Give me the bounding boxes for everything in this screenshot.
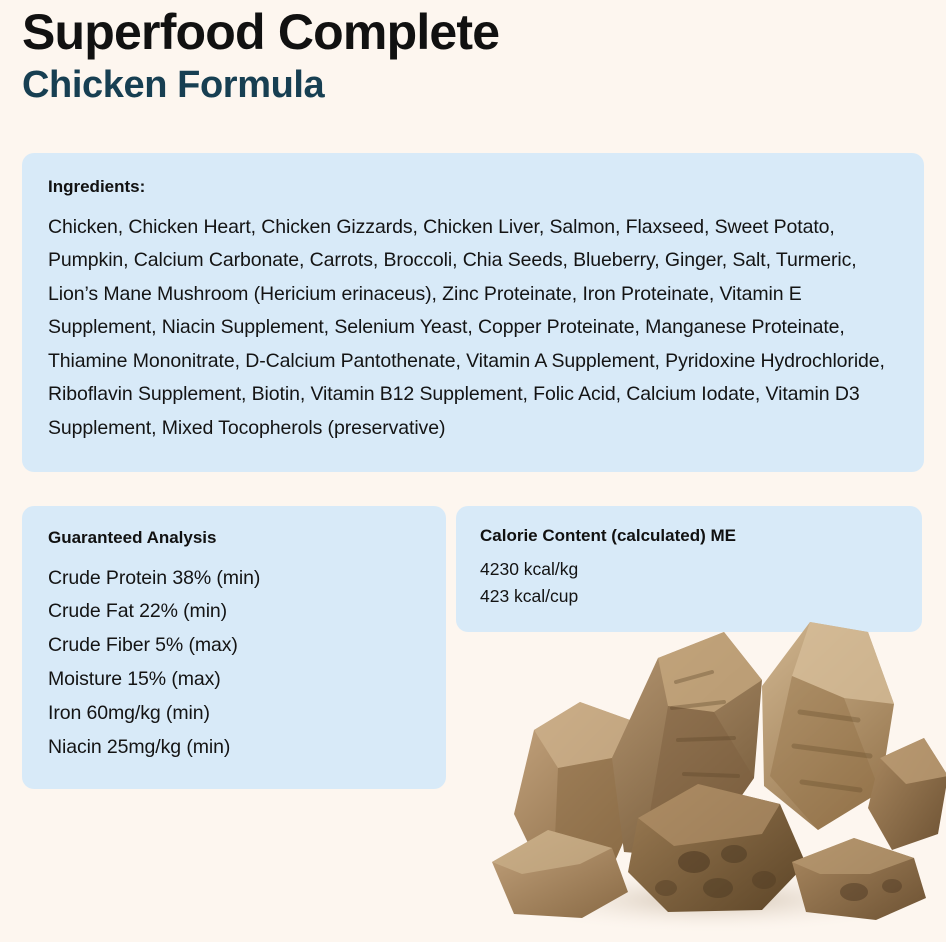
calorie-per-kg: 4230 kcal/kg — [480, 558, 579, 579]
calorie-per-cup: 423 kcal/cup — [480, 585, 579, 606]
page-title: Superfood Complete — [22, 4, 500, 60]
list-item: Crude Fiber 5% (max) — [48, 634, 238, 657]
guaranteed-analysis-heading: Guaranteed Analysis — [48, 527, 217, 547]
ingredients-panel — [22, 153, 924, 472]
list-item: Iron 60mg/kg (min) — [48, 702, 210, 725]
guaranteed-analysis-list — [48, 562, 420, 766]
lower-row — [22, 506, 924, 836]
ingredients-heading: Ingredients: — [48, 176, 146, 196]
page-subtitle: Chicken Formula — [22, 64, 325, 106]
calorie-content-heading: Calorie Content (calculated) ME — [480, 525, 736, 545]
list-item: Crude Fat 22% (min) — [48, 600, 228, 623]
list-item: Crude Protein 38% (min) — [48, 566, 261, 589]
guaranteed-analysis-panel — [22, 506, 446, 790]
list-item: Moisture 15% (max) — [48, 668, 221, 691]
header — [22, 0, 924, 107]
ingredients-text: Chicken, Chicken Heart, Chicken Gizzards, Chicken Liver, Salmon, Flaxseed, Sweet Potato, Pumpkin, Calcium Carbonate, Carrots, Broccoli, Chia Seeds, Blueberry, Ginger, Salt, Turmeric, Lion’s Mane Mushroom (Hericium erinaceus), Zinc Proteinate, Iron Proteinate, Vitamin E Supplement, Niacin Supplement, Selenium Yeast, Copper Proteinate, Manganese Proteinate, Thiamine Mononitrate, D-Calcium Pantothenate, Vitamin A Supplement, Pyridoxine Hydrochloride, Riboflavin Supplement, Biotin, Vitamin B12 Supplement, Folic Acid, Calcium Iodate, Vitamin D3 Supplement, Mixed Tocopherols (preservative) — [48, 215, 885, 439]
list-item: Niacin 25mg/kg (min) — [48, 736, 231, 759]
calorie-content-panel — [456, 506, 922, 632]
